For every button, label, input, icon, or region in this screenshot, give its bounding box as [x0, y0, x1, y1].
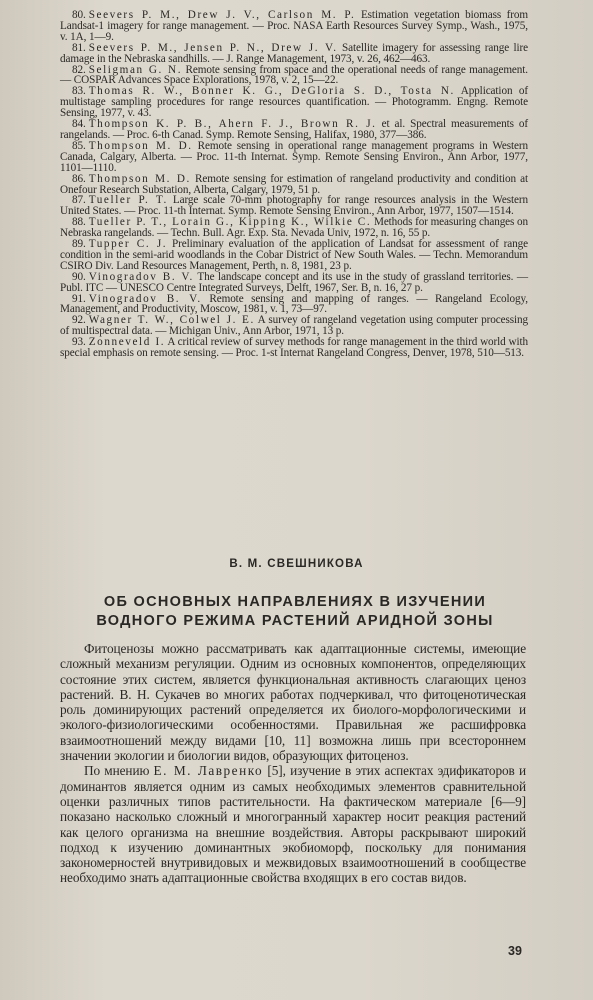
reference-list [60, 10, 528, 359]
reference-authors: Tupper C. J. [88, 238, 168, 251]
reference-number: 93. [72, 336, 86, 349]
reference-item [60, 141, 528, 174]
reference-authors: Thomas R. W., Bonner K. G., DeGloria S. D., Tosta N. [88, 85, 455, 98]
reference-authors: Vinogradov B. V. [88, 292, 202, 305]
reference-number: 82. [72, 63, 86, 76]
reference-text: A survey of rangeland vegetation using computer processing of multispectral data. — Michigan Univ., Ann Arbor, 1971, 13 p. [60, 314, 528, 338]
paragraph-2-cited-author: Е. М. Лавренко [153, 763, 264, 779]
reference-item [60, 43, 528, 65]
reference-authors: Tueller P. T. [88, 194, 168, 207]
reference-text: Methods for measuring changes on Nebraska rangelands. — Techn. Bull. Agr. Exp. Sta. Nevada Univ, 1972, n. 16, 55 p. [60, 216, 528, 240]
reference-number: 84. [72, 118, 86, 131]
reference-item [60, 337, 528, 359]
article-title [60, 593, 530, 631]
reference-authors: Seligman G. N. [88, 63, 183, 76]
reference-text: Remote sensing for estimation of rangeland productivity and condition at Onefour Research Substation, Alberta, Calgary, 1979, 51 p. [60, 172, 528, 196]
reference-item [60, 294, 528, 316]
reference-item [60, 65, 528, 87]
reference-text: Remote sensing from space and the operational needs of range management. — COSPAR Advances Space Explorations, 1978, v. 2, 15—22. [60, 63, 528, 87]
reference-item [60, 272, 528, 294]
reference-number: 86. [72, 172, 86, 185]
reference-number: 89. [72, 238, 86, 251]
reference-item [60, 239, 528, 272]
reference-authors: Thompson K. P. B., Ahern F. J., Brown R. J. [88, 118, 377, 131]
reference-text: Remote sensing in operational range management programs in Western Canada, Calgary, Alberta. — Proc. 11-th Internat. Symp. Remote Sensing Environ., Ann Arbor, 1977, 1101—1110. [60, 139, 528, 174]
reference-text: Satellite imagery for assessing range lire damage in the Nebraska sandhills. — J. Range Management, 1973, v. 26, 462—463. [60, 41, 528, 65]
article-title-line-1: ОБ ОСНОВНЫХ НАПРАВЛЕНИЯХ В ИЗУЧЕНИИ [103, 594, 487, 610]
article-body [60, 641, 526, 886]
reference-number: 90. [72, 270, 86, 283]
reference-number: 92. [72, 314, 86, 327]
reference-authors: Seevers P. M., Drew J. V., Carlson M. P. [88, 9, 356, 21]
reference-number: 83. [72, 85, 86, 98]
article-title-line-2: ВОДНОГО РЕЖИМА РАСТЕНИЙ АРИДНОЙ ЗОНЫ [96, 613, 494, 629]
reference-item [60, 174, 528, 196]
reference-number: 81. [72, 41, 86, 54]
reference-item [60, 10, 528, 43]
reference-item [60, 315, 528, 337]
reference-text: Large scale 70-mm photography for range resources analysis in the Western United States. — Proc. 11-th Internat. Symp. Remote Sensing Environ., Ann Arbor, 1977, 1507—1514. [60, 194, 528, 218]
reference-item [60, 86, 528, 119]
page-number: 39 [508, 944, 522, 958]
reference-authors: Wagner T. W., Colwel J. E. [88, 314, 255, 327]
reference-item [60, 195, 528, 217]
reference-authors: Tueller P. T., Lorain G., Kipping K., Wilkie C. [88, 216, 372, 229]
reference-authors: Zonneveld I. [88, 336, 166, 349]
reference-number: 91. [72, 292, 86, 305]
reference-text: The landscape concept and its use in the study of grassland territories. — Publ. ITC — UNESCO Centre Integrated Surveys, Delft, 1967, Ser. B, n. 16, 27 p. [60, 270, 528, 294]
reference-text: Application of multistage sampling procedures for range resources quantification. — Photogramm. Engng. Remote Sensing, 1977, v. 43. [60, 85, 528, 120]
paragraph-2-prefix: По мнению [84, 763, 154, 779]
paragraph-2 [60, 763, 526, 885]
reference-number: 80. [72, 9, 86, 21]
reference-text: Remote sensing and mapping of ranges. — Rangeland Ecology, Management, and Productivity, Moscow, 1981, v. 1, 73—97. [60, 292, 529, 316]
reference-text: A critical review of survey methods for range management in the third world with special emphasis on remote sensing. — Proc. 1-st Internat Rangeland Congress, Denver, 1978, 510—513. [60, 336, 528, 360]
paragraph-1: Фитоценозы можно рассматривать как адаптационные системы, имеющие сложный механизм регуляции. Одним из основных компонентов, определяющих состояние этих систем, является функциональная активность слагающих ценоз растений. В. Н. Сукачев во многих работах подчеркивал, что фитоценотическая роль доминирующих растений определяется их биолого-морфологическими и эколого-физиологическими особенностями. Правильная же расшифровка взаимоотношений между видами [10, 11] возможна лишь при всестороннем значении экологии и биологии видов, образующих фитоценоз. [60, 641, 526, 764]
reference-number: 87. [72, 194, 86, 207]
reference-authors: Vinogradov B. V. [88, 270, 194, 283]
article-author: В. М. СВЕШНИКОВА [229, 558, 364, 570]
reference-number: 85. [72, 139, 86, 152]
paragraph-2-text: [5], изучение в этих аспектах эдификаторов и доминантов является одним из самых необходимых элементов сравнительной оценки различных типов растительности. На фактическом материале [6—9] показано насколько сложный и многогранный характер носит реакция растений как целого организма на внешние воздействия. Авторы раскрывают широкий подход к изучению доминантных экобиоморф, поскольку для понимания закономерностей внутривидовых и межвидовых взаимоотношений в сообществе необходимо знать адаптационные свойства входящих в его состав видов. [60, 763, 526, 886]
reference-authors: Thompson M. D. [88, 139, 193, 152]
reference-text: Preliminary evaluation of the application of Landsat for assessment of range condition in the semi-arid woodlands in the Cobar District of New South Wales. — Techn. Memorandum CSIRO Div. Land Resources Management, Perth, n. 8, 1981, 23 p. [60, 238, 528, 272]
reference-number: 88. [72, 216, 86, 229]
reference-authors: Seevers P. M., Jensen P. N., Drew J. V. [88, 41, 338, 54]
reference-item [60, 119, 528, 141]
reference-text: et al. Spectral measurements of rangelands. — Proc. 6-th Canad. Symp. Remote Sensing, Halifax, 1980, 377—386. [60, 118, 529, 141]
reference-authors: Thompson M. D. [88, 172, 191, 185]
reference-item [60, 217, 528, 239]
reference-text: Estimation vegetation biomass from Landsat-1 imagery for range management. — Proc. NASA Earth Resources Survey Symp., Wash., 1975, v. 1A, 1—9. [60, 9, 528, 43]
